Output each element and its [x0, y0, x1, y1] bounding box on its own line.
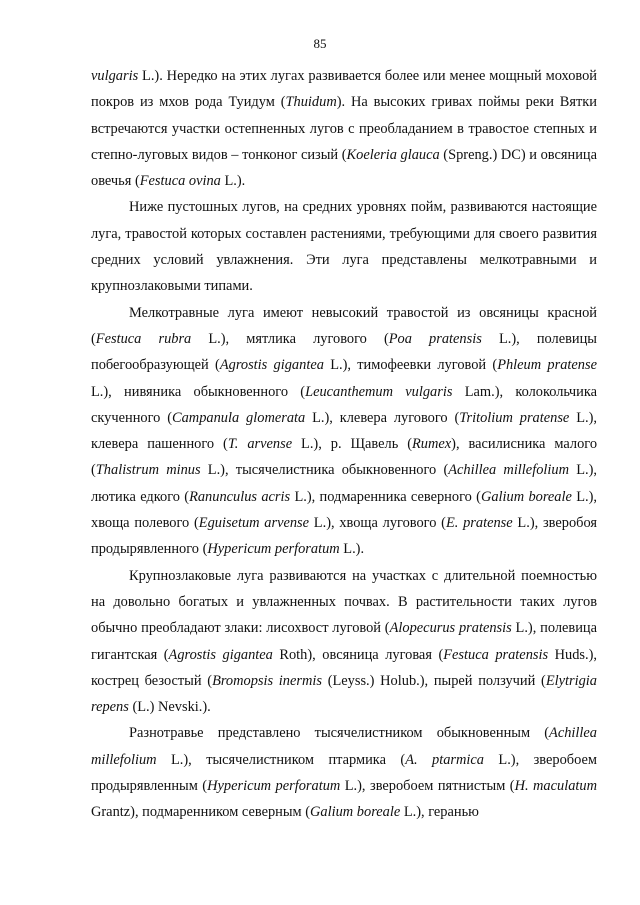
paragraph	[91, 63, 597, 194]
latin-name: Koeleria glauca	[346, 146, 440, 163]
latin-name: T. arvense	[227, 436, 293, 453]
latin-name: Galium boreale	[480, 488, 572, 505]
text-run: (L.) Nevski.).	[128, 699, 211, 716]
latin-name: Agrostis gigantea	[219, 357, 324, 374]
text-run: L.), тимофеевки луговой (	[323, 357, 498, 374]
text-run: L.), зверобоем продырявленным (	[91, 751, 597, 795]
latin-name: Festuca pratensis	[443, 646, 549, 663]
text-run: L.), тысячелистника обыкновенного (	[200, 462, 449, 479]
latin-name: Galium boreale	[310, 804, 401, 821]
text-run: ). На высоких гривах поймы реки Вятки встречаются участки остепненных лугов с преобладанием в травостое степных и степно-луговых видов – тонконог сизый (	[91, 94, 597, 163]
text-run: L.).	[220, 173, 246, 190]
text-run: L.).	[339, 541, 365, 558]
text-run: Lam.), колокольчика скученного (	[91, 383, 598, 426]
latin-name: Festuca rubra	[95, 330, 192, 347]
text-run: L.), клевера лугового (	[305, 409, 460, 426]
text-run: L.), тысячелистником птармика (	[156, 751, 406, 768]
paragraph	[91, 563, 597, 721]
text-run: Ниже пустошных лугов, на средних уровнях пойм, развиваются настоящие луга, травостой которых составлен растениями, требующими для своего развития средних условий увлажнения. Эти луга представлены мелкотравными и крупнозлаковыми типами.	[91, 199, 597, 295]
latin-name: Achillea millefolium	[91, 725, 597, 768]
text-run: Мелкотравные луга имеют невысокий травостой из овсяницы красной (	[91, 304, 597, 347]
latin-name: Hypericum perforatum	[207, 541, 340, 558]
text-run: ), василисника малого (	[91, 436, 598, 479]
latin-name: Festuca ovina	[139, 173, 221, 190]
paragraph	[91, 194, 597, 299]
text-run: L.), клевера пашенного (	[91, 409, 597, 453]
latin-name: Poa pratensis	[388, 330, 482, 347]
latin-name: E. pratense	[445, 515, 513, 532]
text-run: L.), нивяника обыкновенного (	[91, 383, 306, 400]
text-run: (Leyss.) Holub.), пырей ползучий (	[321, 672, 546, 689]
latin-name: Thalistrum minus	[95, 462, 201, 479]
latin-name: Tritolium pratense	[459, 409, 570, 426]
latin-name: A. ptarmica	[405, 751, 484, 768]
text-run: L.), полевица гигантская (	[91, 620, 597, 663]
paragraph	[91, 720, 597, 825]
text-run: (Spreng.) DC) и овсяница овечья (	[91, 146, 598, 190]
text-run: L.), подмаренника северного (	[290, 488, 481, 505]
latin-name: Eguisetum arvense	[198, 515, 310, 532]
latin-name: Hypericum perforatum	[207, 778, 341, 795]
text-run: L.), мятлика лугового (	[191, 330, 389, 347]
latin-name: Ranunculus acris	[189, 488, 291, 505]
latin-name: Campanula glomerata	[172, 409, 306, 426]
latin-name: Leucanthemum vulgaris	[305, 383, 453, 400]
text-run: L.). Нередко на этих лугах развивается более или менее мощный моховой покров из мхов рода Туидум (	[91, 68, 597, 111]
text-run: Разнотравье представлено тысячелистником обыкновенным (	[129, 725, 550, 742]
latin-name: Achillea millefolium	[448, 462, 569, 479]
page-number: 85	[313, 36, 327, 51]
text-run: Крупнозлаковые луга развиваются на участках с длительной поемностью на довольно богатых и увлажненных почвах. В растительности таких лугов обычно преобладают злаки: лисохвост луговой (	[91, 567, 597, 637]
latin-name: Thuidum	[285, 94, 337, 111]
latin-name: vulgaris	[91, 68, 139, 84]
text-run: L.), хвоща лугового (	[309, 515, 446, 532]
text-run: Grantz), подмаренником северным (	[91, 804, 311, 821]
latin-name: Bromopsis inermis	[212, 672, 322, 689]
text-run: L.), геранью	[400, 804, 479, 821]
latin-name: Agrostis gigantea	[168, 646, 273, 663]
text-run: Roth), овсяница луговая (	[272, 646, 444, 663]
latin-name: Alopecurus pratensis	[389, 620, 512, 637]
latin-name: Elytrigia repens	[91, 672, 597, 716]
paragraph	[91, 300, 597, 563]
text-run: L.), р. Щавель (	[292, 436, 413, 453]
latin-name: Rumex	[412, 436, 452, 453]
text-run: Huds.), кострец безостый (	[91, 646, 597, 689]
text-run: L.), зверобоя продырявленного (	[91, 515, 598, 558]
text-run: L.), лютика едкого (	[91, 462, 597, 505]
latin-name: Phleum pratense	[497, 357, 597, 374]
latin-name: H. maculatum	[514, 778, 597, 795]
text-run: L.), зверобоем пятнистым (	[340, 778, 515, 795]
text-run: L.), хвоща полевого (	[91, 488, 597, 532]
text-run: L.), полевицы побегообразующей (	[91, 330, 597, 374]
body-text	[91, 63, 597, 826]
